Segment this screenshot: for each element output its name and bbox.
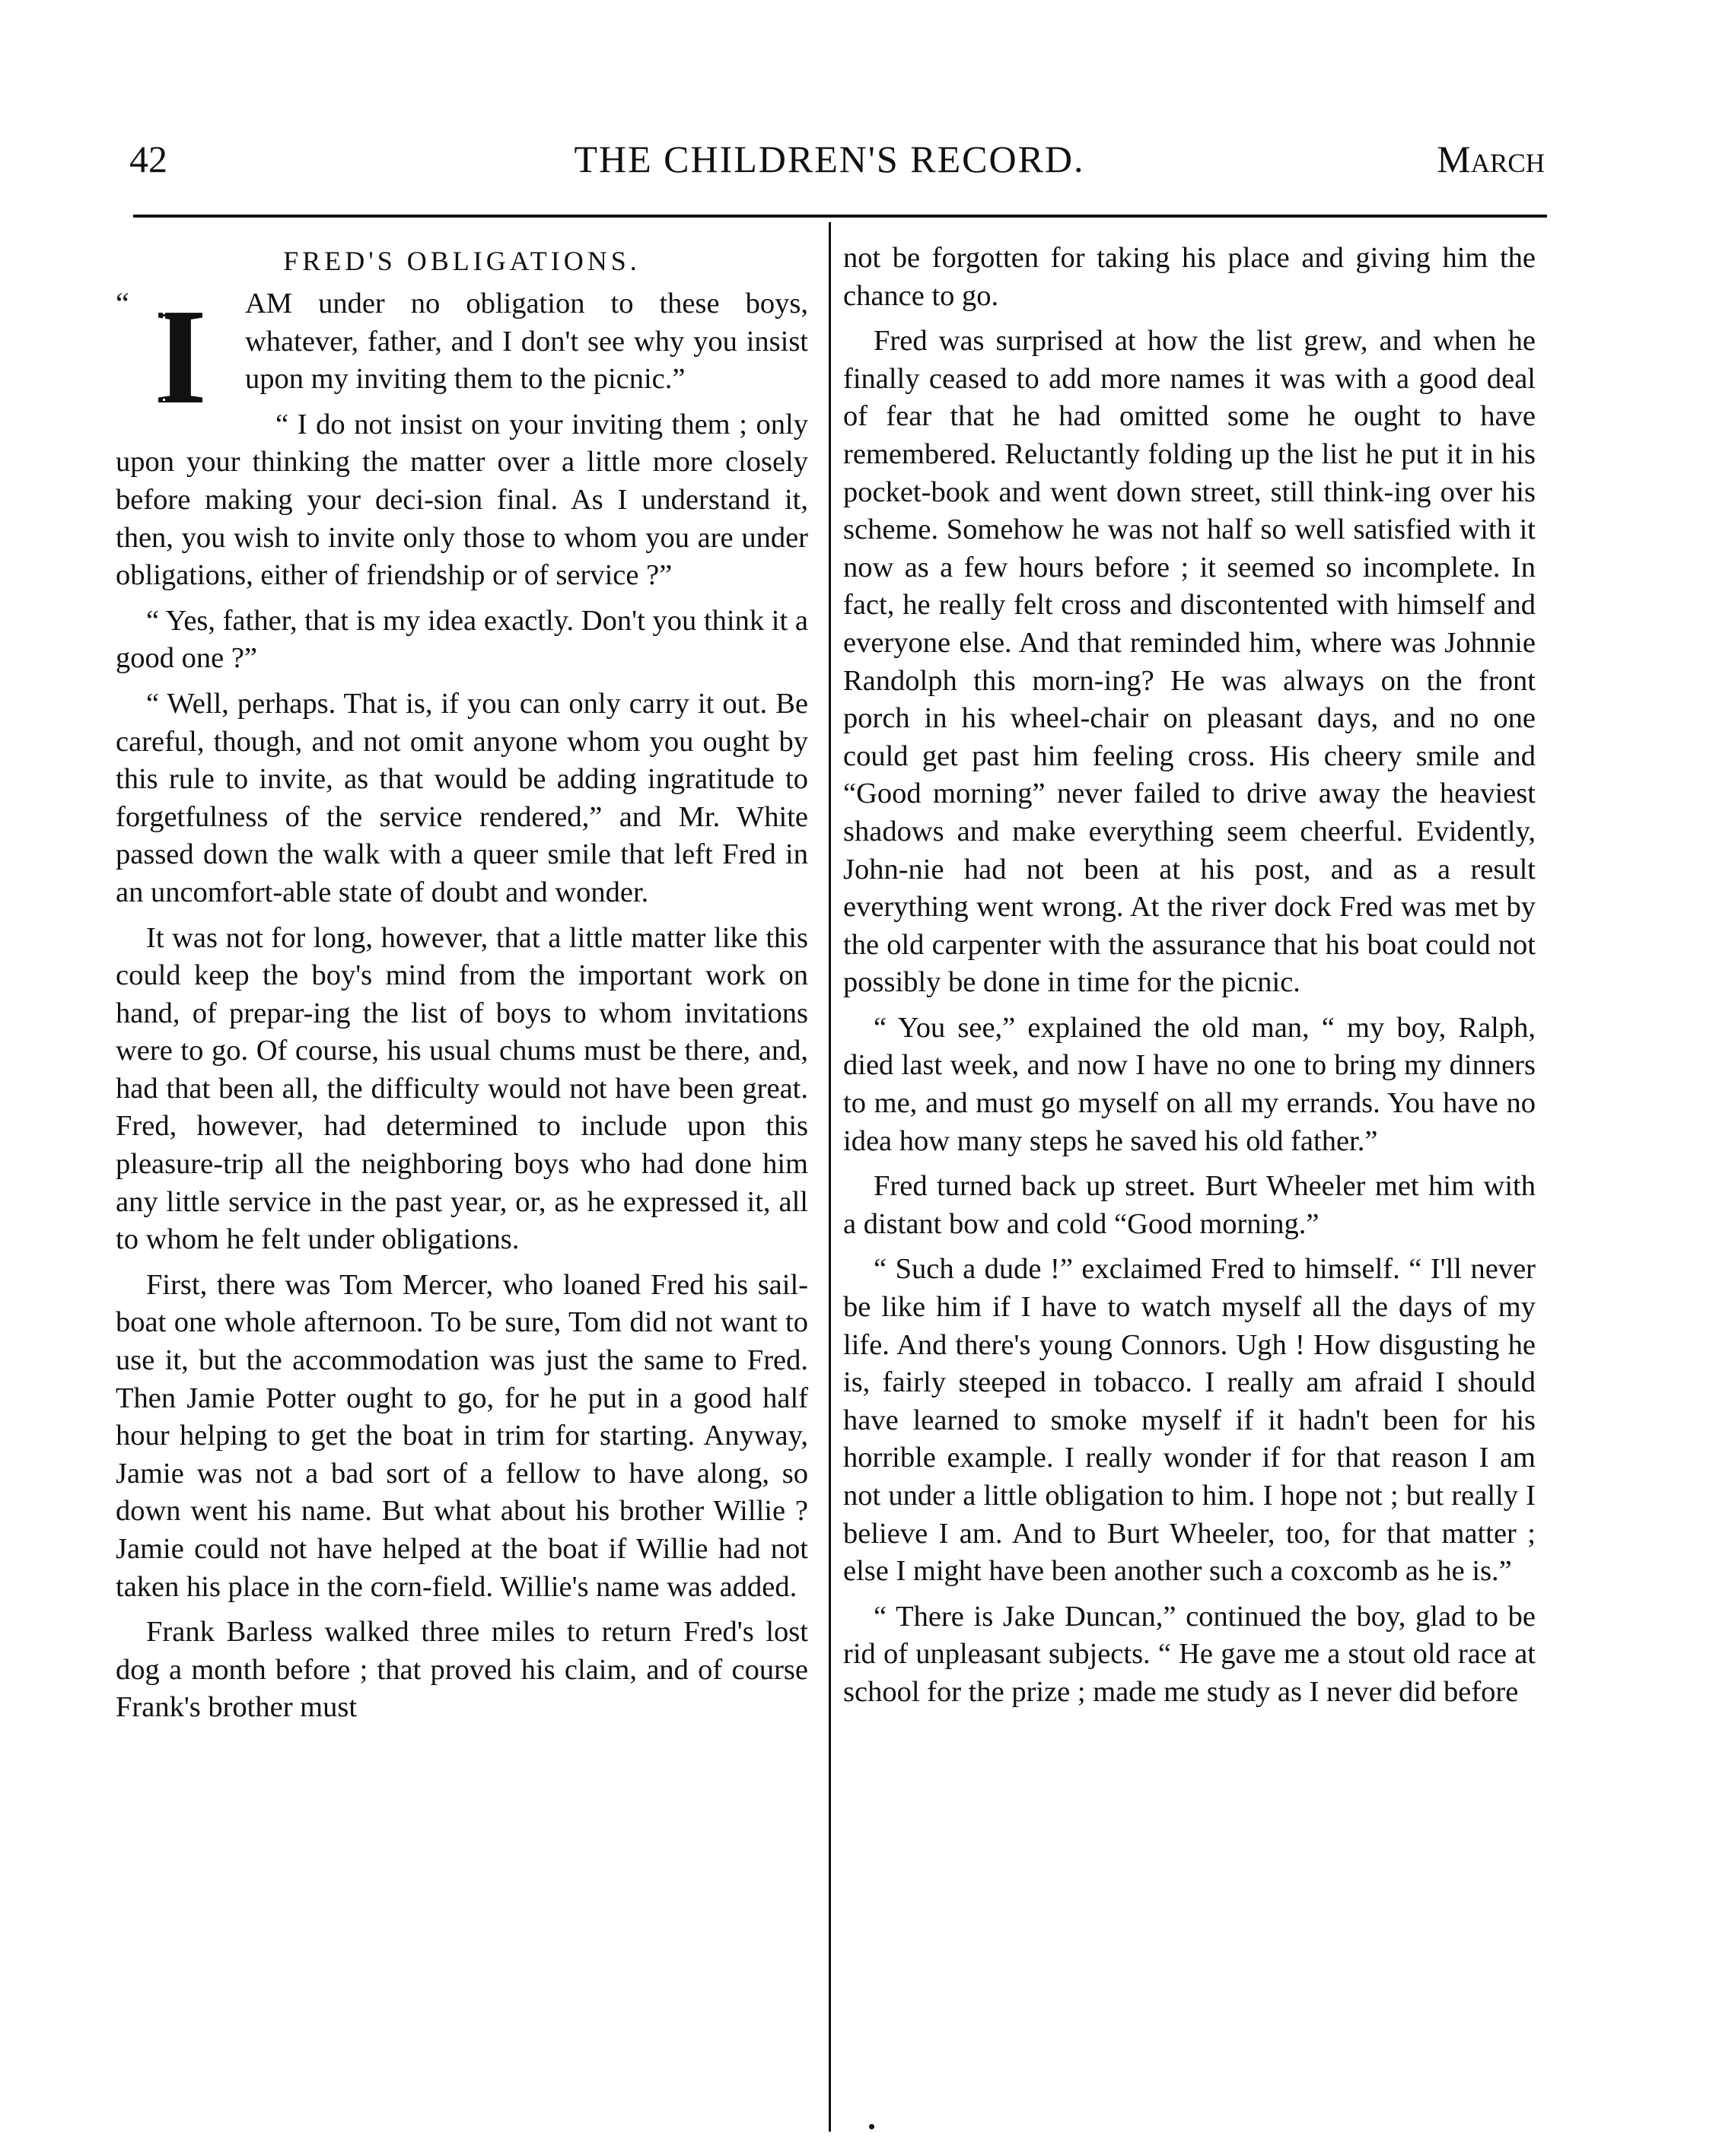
opening-paragraph: [116, 281, 808, 432]
opening-text: AM under no obligation to these boys, whatever, father, and I don't see why you insist upon my inviting them to the picnic.”: [245, 288, 808, 396]
paragraph: “ You see,” explained the old man, “ my boy, Ralph, died last week, and now I have no one to bring my dinners to me, and must go myself on all my errands. You have no idea how many steps he saved his old father.”: [843, 1011, 1536, 1157]
left-column: [116, 240, 808, 2134]
drop-cap-ornament: [116, 281, 230, 432]
ink-speck: [869, 2124, 874, 2129]
paragraph: Frank Barless walked three miles to return Fred's lost dog a month before ; that proved his claim, and of course Frank's brother must: [116, 1616, 808, 1724]
drop-cap-decoration: [163, 302, 171, 407]
running-head: [114, 137, 1545, 198]
column-divider: [829, 222, 831, 2132]
article-title: FRED'S OBLIGATIONS.: [283, 246, 641, 276]
paragraph-continued: not be forgotten for taking his place and giving him the chance to go.: [843, 242, 1536, 312]
paragraph: Fred was surprised at how the list grew, and when he finally ceased to add more names it was with a good deal of fear that he had omitted some he ought to have remembered. Reluctantly folding up the list he put it in his pocket-book and went down street, still think-ing over his scheme. Somehow he was not half so well satisfied with it now as a few hours before ; it seemed so incomplete. In fact, he really felt cross and discontented with himself and everyone else. And that reminded him, where was Johnnie Randolph this morn-ing? He was always on the front porch in his wheel-chair on pleasant days, and no one could get past him feeling cross. His cheery smile and “Good morning” never failed to drive away the heaviest shadows and make everything seem cheerful. Evidently, John-nie had not been at his post, and as a result everything went wrong. At the river dock Fred was met by the old carpenter with the assurance that his boat could not possibly be done in time for the picnic.: [843, 325, 1536, 999]
paragraph: “ Well, perhaps. That is, if you can only carry it out. Be careful, though, and not omit anyone whom you ought by this rule to invite, as that would be adding ingratitude to forgetfulness of the service rendered,” and Mr. White passed down the walk with a queer smile that left Fred in an uncomfort-able state of doubt and wonder.: [116, 687, 808, 908]
month-label: March: [1437, 138, 1545, 180]
journal-title: THE CHILDREN'S RECORD.: [574, 138, 1085, 180]
paragraph: First, there was Tom Mercer, who loaned Fred his sail-boat one whole afternoon. To be sure, Tom did not want to use it, but the accommodation was just the same to Fred. Then Jamie Potter ought to go, for he put in a good half hour helping to get the boat in trim for starting. Anyway, Jamie was not a bad sort of a fellow to have along, so down went his name. But what about his brother Willie ? Jamie could not have helped at the boat if Willie had not taken his place in the corn-field. Willie's name was added.: [116, 1268, 808, 1603]
header-rule: [133, 215, 1547, 218]
paragraph: “ Yes, father, that is my idea exactly. Don't you think it a good one ?”: [116, 604, 808, 675]
paragraph: “ I do not insist on your inviting them ; only upon your thinking the matter over a little more closely before making your deci-sion final. As I understand it, then, you wish to invite only those to whom you are under obligations, either of friendship or of service ?”: [116, 408, 808, 592]
right-column: [843, 240, 1536, 2134]
paragraph: “ There is Jake Duncan,” continued the boy, glad to be rid of unpleasant subjects. “ He gave me a stout old race at school for the prize ; made me study as I never did before: [843, 1600, 1536, 1708]
paragraph: “ Such a dude !” exclaimed Fred to himself. “ I'll never be like him if I have to watch myself all the days of my life. And there's young Connors. Ugh ! How disgusting he is, fairly steeped in tobacco. I really am afraid I should have learned to smoke myself if it hadn't been for his horrible example. I really wonder if for that reason I am not under a little obligation to him. I hope not ; but really I believe I am. And to Burt Wheeler, too, for that matter ; else I might have been another such a coxcomb as he is.”: [843, 1253, 1536, 1588]
opening-quote-mark: “: [116, 286, 129, 320]
drop-cap-letter: I: [154, 281, 208, 432]
paragraph: It was not for long, however, that a little matter like this could keep the boy's mind from the important work on hand, of prepar-ing the list of boys to whom invitations were to go. Of course, his usual chums must be there, and, had that been all, the difficulty would not have been great. Fred, however, had determined to include upon this pleasure-trip all the neighboring boys who had done him any little service in the past year, or, as he expressed it, all to whom he felt under obligations.: [116, 921, 808, 1256]
page-number: 42: [129, 138, 167, 180]
paragraph: Fred turned back up street. Burt Wheeler met him with a distant bow and cold “Good morning.”: [843, 1170, 1536, 1240]
